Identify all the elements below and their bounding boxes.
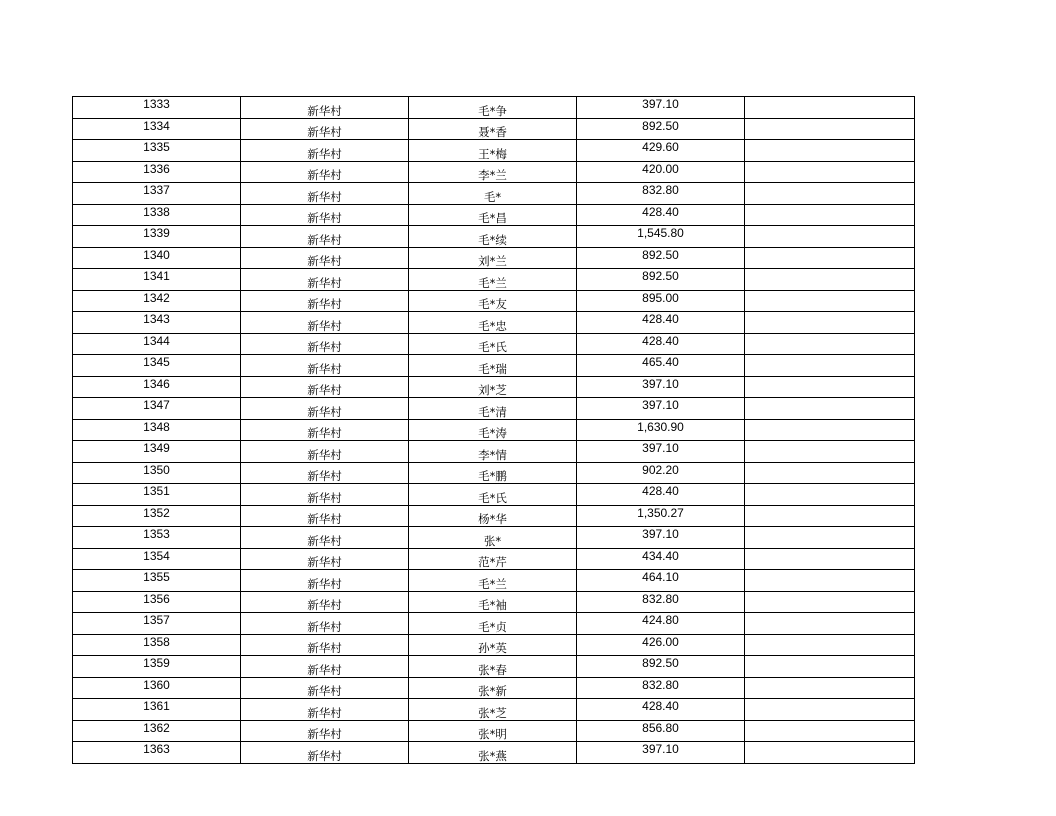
table-row: [73, 591, 915, 613]
table-row: [73, 656, 915, 678]
person-name-cell: 毛*: [409, 183, 577, 205]
person-name-cell: 毛*氏: [409, 333, 577, 355]
row-number-cell: 1354: [73, 548, 241, 570]
amount-cell: 428.40: [577, 204, 745, 226]
village-cell: 新华村: [241, 247, 409, 269]
row-number-cell: 1344: [73, 333, 241, 355]
village-cell: 新华村: [241, 204, 409, 226]
row-number-cell: 1345: [73, 355, 241, 377]
note-cell: [745, 677, 915, 699]
person-name-cell: 毛*袖: [409, 591, 577, 613]
person-name-cell: 毛*兰: [409, 570, 577, 592]
person-name-cell: 毛*兰: [409, 269, 577, 291]
row-number-cell: 1333: [73, 97, 241, 119]
amount-cell: 832.80: [577, 677, 745, 699]
row-number-cell: 1343: [73, 312, 241, 334]
note-cell: [745, 290, 915, 312]
village-cell: 新华村: [241, 226, 409, 248]
amount-cell: 856.80: [577, 720, 745, 742]
note-cell: [745, 462, 915, 484]
amount-cell: 1,350.27: [577, 505, 745, 527]
person-name-cell: 张*芝: [409, 699, 577, 721]
table-row: [73, 484, 915, 506]
person-name-cell: 张*: [409, 527, 577, 549]
amount-cell: 397.10: [577, 398, 745, 420]
note-cell: [745, 247, 915, 269]
note-cell: [745, 269, 915, 291]
table-row: [73, 290, 915, 312]
table-row: [73, 462, 915, 484]
table-row: [73, 398, 915, 420]
table-row: [73, 226, 915, 248]
village-cell: 新华村: [241, 656, 409, 678]
person-name-cell: 毛*续: [409, 226, 577, 248]
note-cell: [745, 419, 915, 441]
village-cell: 新华村: [241, 570, 409, 592]
row-number-cell: 1339: [73, 226, 241, 248]
note-cell: [745, 527, 915, 549]
village-cell: 新华村: [241, 720, 409, 742]
amount-cell: 420.00: [577, 161, 745, 183]
village-cell: 新华村: [241, 183, 409, 205]
person-name-cell: 王*梅: [409, 140, 577, 162]
amount-cell: 1,545.80: [577, 226, 745, 248]
note-cell: [745, 312, 915, 334]
person-name-cell: 孙*英: [409, 634, 577, 656]
note-cell: [745, 720, 915, 742]
note-cell: [745, 613, 915, 635]
row-number-cell: 1336: [73, 161, 241, 183]
note-cell: [745, 505, 915, 527]
amount-cell: 397.10: [577, 441, 745, 463]
row-number-cell: 1360: [73, 677, 241, 699]
note-cell: [745, 742, 915, 764]
amount-cell: 434.40: [577, 548, 745, 570]
person-name-cell: 聂*香: [409, 118, 577, 140]
village-cell: 新华村: [241, 290, 409, 312]
row-number-cell: 1363: [73, 742, 241, 764]
village-cell: 新华村: [241, 269, 409, 291]
table-row: [73, 441, 915, 463]
row-number-cell: 1334: [73, 118, 241, 140]
table-row: [73, 269, 915, 291]
note-cell: [745, 204, 915, 226]
amount-cell: 397.10: [577, 97, 745, 119]
person-name-cell: 毛*忠: [409, 312, 577, 334]
note-cell: [745, 699, 915, 721]
amount-cell: 428.40: [577, 484, 745, 506]
table-row: [73, 419, 915, 441]
table-row: [73, 161, 915, 183]
person-name-cell: 刘*兰: [409, 247, 577, 269]
note-cell: [745, 355, 915, 377]
village-cell: 新华村: [241, 398, 409, 420]
village-cell: 新华村: [241, 634, 409, 656]
village-cell: 新华村: [241, 333, 409, 355]
village-cell: 新华村: [241, 312, 409, 334]
person-name-cell: 张*新: [409, 677, 577, 699]
amount-cell: 895.00: [577, 290, 745, 312]
row-number-cell: 1338: [73, 204, 241, 226]
table-row: [73, 118, 915, 140]
row-number-cell: 1350: [73, 462, 241, 484]
amount-cell: 424.80: [577, 613, 745, 635]
village-cell: 新华村: [241, 118, 409, 140]
amount-cell: 892.50: [577, 656, 745, 678]
table-row: [73, 204, 915, 226]
row-number-cell: 1362: [73, 720, 241, 742]
village-cell: 新华村: [241, 462, 409, 484]
person-name-cell: 张*明: [409, 720, 577, 742]
village-cell: 新华村: [241, 419, 409, 441]
person-name-cell: 李*兰: [409, 161, 577, 183]
row-number-cell: 1355: [73, 570, 241, 592]
note-cell: [745, 333, 915, 355]
amount-cell: 832.80: [577, 591, 745, 613]
amount-cell: 428.40: [577, 333, 745, 355]
person-name-cell: 李*情: [409, 441, 577, 463]
table-row: [73, 570, 915, 592]
amount-cell: 892.50: [577, 118, 745, 140]
person-name-cell: 毛*氏: [409, 484, 577, 506]
amount-cell: 892.50: [577, 269, 745, 291]
person-name-cell: 张*燕: [409, 742, 577, 764]
table-row: [73, 677, 915, 699]
note-cell: [745, 376, 915, 398]
village-cell: 新华村: [241, 505, 409, 527]
note-cell: [745, 398, 915, 420]
row-number-cell: 1337: [73, 183, 241, 205]
amount-cell: 902.20: [577, 462, 745, 484]
row-number-cell: 1335: [73, 140, 241, 162]
amount-cell: 465.40: [577, 355, 745, 377]
table-row: [73, 613, 915, 635]
note-cell: [745, 570, 915, 592]
note-cell: [745, 656, 915, 678]
row-number-cell: 1340: [73, 247, 241, 269]
note-cell: [745, 634, 915, 656]
table-row: [73, 527, 915, 549]
village-cell: 新华村: [241, 97, 409, 119]
note-cell: [745, 441, 915, 463]
table-row: [73, 699, 915, 721]
row-number-cell: 1351: [73, 484, 241, 506]
note-cell: [745, 140, 915, 162]
person-name-cell: 毛*瑞: [409, 355, 577, 377]
row-number-cell: 1348: [73, 419, 241, 441]
table-body: [73, 97, 915, 764]
note-cell: [745, 548, 915, 570]
amount-cell: 832.80: [577, 183, 745, 205]
note-cell: [745, 161, 915, 183]
village-cell: 新华村: [241, 742, 409, 764]
village-cell: 新华村: [241, 355, 409, 377]
note-cell: [745, 226, 915, 248]
amount-cell: 428.40: [577, 699, 745, 721]
table-row: [73, 548, 915, 570]
village-cell: 新华村: [241, 376, 409, 398]
village-cell: 新华村: [241, 677, 409, 699]
note-cell: [745, 183, 915, 205]
note-cell: [745, 97, 915, 119]
village-cell: 新华村: [241, 484, 409, 506]
amount-cell: 397.10: [577, 527, 745, 549]
person-name-cell: 毛*鹏: [409, 462, 577, 484]
row-number-cell: 1341: [73, 269, 241, 291]
person-name-cell: 毛*友: [409, 290, 577, 312]
row-number-cell: 1346: [73, 376, 241, 398]
row-number-cell: 1342: [73, 290, 241, 312]
row-number-cell: 1361: [73, 699, 241, 721]
row-number-cell: 1358: [73, 634, 241, 656]
row-number-cell: 1353: [73, 527, 241, 549]
person-name-cell: 杨*华: [409, 505, 577, 527]
village-cell: 新华村: [241, 548, 409, 570]
village-cell: 新华村: [241, 591, 409, 613]
amount-cell: 464.10: [577, 570, 745, 592]
table-row: [73, 333, 915, 355]
row-number-cell: 1352: [73, 505, 241, 527]
data-table: [72, 96, 915, 764]
amount-cell: 429.60: [577, 140, 745, 162]
row-number-cell: 1356: [73, 591, 241, 613]
table-row: [73, 505, 915, 527]
table-row: [73, 376, 915, 398]
row-number-cell: 1357: [73, 613, 241, 635]
table-row: [73, 742, 915, 764]
person-name-cell: 毛*涛: [409, 419, 577, 441]
village-cell: 新华村: [241, 527, 409, 549]
amount-cell: 426.00: [577, 634, 745, 656]
amount-cell: 397.10: [577, 376, 745, 398]
table-row: [73, 312, 915, 334]
person-name-cell: 毛*贞: [409, 613, 577, 635]
row-number-cell: 1347: [73, 398, 241, 420]
amount-cell: 397.10: [577, 742, 745, 764]
row-number-cell: 1349: [73, 441, 241, 463]
person-name-cell: 毛*清: [409, 398, 577, 420]
person-name-cell: 张*春: [409, 656, 577, 678]
village-cell: 新华村: [241, 140, 409, 162]
amount-cell: 892.50: [577, 247, 745, 269]
village-cell: 新华村: [241, 613, 409, 635]
person-name-cell: 刘*芝: [409, 376, 577, 398]
village-cell: 新华村: [241, 441, 409, 463]
table-row: [73, 97, 915, 119]
amount-cell: 428.40: [577, 312, 745, 334]
person-name-cell: 毛*争: [409, 97, 577, 119]
note-cell: [745, 118, 915, 140]
table-row: [73, 247, 915, 269]
village-cell: 新华村: [241, 699, 409, 721]
village-cell: 新华村: [241, 161, 409, 183]
table-row: [73, 183, 915, 205]
person-name-cell: 毛*昌: [409, 204, 577, 226]
table-row: [73, 140, 915, 162]
table-row: [73, 355, 915, 377]
note-cell: [745, 591, 915, 613]
note-cell: [745, 484, 915, 506]
amount-cell: 1,630.90: [577, 419, 745, 441]
person-name-cell: 范*芹: [409, 548, 577, 570]
table-row: [73, 720, 915, 742]
table-row: [73, 634, 915, 656]
row-number-cell: 1359: [73, 656, 241, 678]
